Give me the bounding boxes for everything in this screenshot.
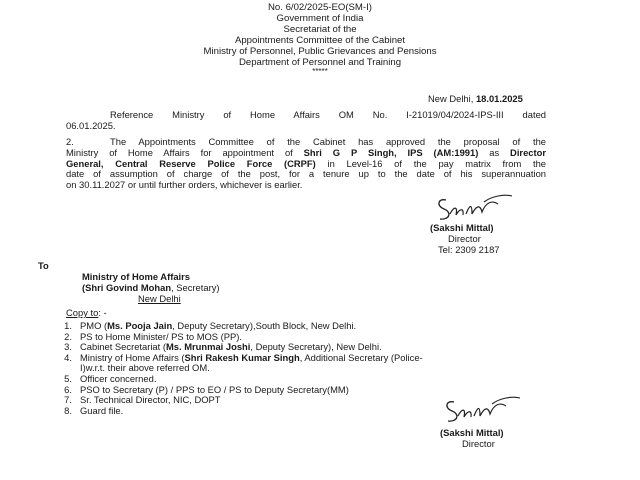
- copy-item-text: Cabinet Secretariat (: [80, 341, 166, 353]
- signatory-1-name: (Sakshi Mittal): [430, 222, 494, 233]
- signature-1-text: Sakshi: [432, 190, 436, 191]
- government-line: Government of India: [276, 13, 364, 24]
- copy-item-text: PMO (: [80, 320, 108, 331]
- para2-line-4: date of assumption of charge of the post, for a tenure up to the date of his superannuation: [66, 168, 546, 180]
- copy-item-text: Officer concerned.: [80, 373, 157, 384]
- department-line: Department of Personnel and Training: [238, 57, 402, 68]
- copy-item-text: , Deputy Secretary),South Block, New Delhi.: [172, 320, 357, 331]
- copy-item-number: 4.: [64, 351, 72, 363]
- reference-line-1: Reference Ministry of Home Affairs OM No. I-21019/04/2024-IPS-III dated: [110, 109, 546, 120]
- copy-item-number: 7.: [64, 394, 72, 406]
- para2-line-5: on 30.11.2027 or until further orders, whichever is earlier.: [66, 178, 303, 190]
- para2-body: [66, 148, 546, 190]
- copy-item-number: 5.: [64, 373, 72, 384]
- signature-2-text: Sakshi: [440, 392, 444, 393]
- copy-item-text: Guard file.: [80, 404, 124, 416]
- copy-item-text: Sr. Technical Director, NIC, DOPT: [80, 394, 221, 406]
- file-number: No. 6/02/2025-EO(SM-I): [268, 2, 372, 13]
- copy-item-number: 3.: [64, 341, 72, 353]
- copy-item-officer: Ms. Pooja Jain: [107, 320, 173, 331]
- to-label: To: [38, 260, 49, 271]
- para2-line-3: General, Central Reserve Police Force (CRPF) in Level-16 of the pay matrix from the: [66, 157, 546, 169]
- copy-item-number: 8.: [64, 404, 72, 416]
- stars-divider: *****: [312, 67, 328, 76]
- copy-item-text: Ministry of Home Affairs (: [80, 351, 185, 363]
- reference-line-2: 06.01.2025.: [66, 120, 116, 131]
- copy-item-number: 6.: [64, 383, 72, 395]
- copy-item-text: PSO to Secretary (P) / PPS to EO / PS to Deputy Secretary(MM): [80, 383, 349, 395]
- copy-item-number: 1.: [64, 320, 72, 331]
- para2-line-2: Ministry of Home Affairs for appointment of Shri G P Singh, IPS (AM:1991) as Director: [66, 147, 546, 158]
- copy-to-label: Copy to: -: [66, 307, 107, 318]
- to-addressee: (Shri Govind Mohan, Secretary): [82, 282, 220, 293]
- signatory-2-name: (Sakshi Mittal): [440, 427, 504, 438]
- secretariat-line: Secretariat of the: [283, 24, 357, 35]
- signatory-2-designation: Director: [462, 438, 495, 449]
- copy-item: [80, 406, 123, 417]
- date-prefix: New Delhi,: [428, 93, 476, 104]
- signatory-1-designation: Director: [448, 233, 481, 244]
- copy-item-text: , Additional Secretary (Police-: [299, 351, 423, 363]
- copy-item-officer: Shri Rakesh Kumar Singh: [184, 351, 300, 363]
- post-name: General, Central Reserve Police Force (CRPF): [66, 157, 316, 169]
- copy-item-text: , Deputy Secretary), New Delhi.: [250, 341, 382, 353]
- ministry-line: Ministry of Personnel, Public Grievances and Pensions: [203, 46, 437, 57]
- signature-2: [440, 392, 530, 428]
- copy-item-number: 2.: [64, 330, 72, 342]
- signatory-1-tel: Tel: 2309 2187: [438, 244, 500, 255]
- to-city: New Delhi: [138, 293, 181, 304]
- appointee-name: Shri G P Singh, IPS (AM:1991): [303, 147, 479, 158]
- copy-item-officer: Ms. Mrunmai Joshi: [165, 341, 251, 353]
- date-value: 18.01.2025: [475, 93, 523, 104]
- copy-item-text: PS to Home Minister/ PS to MOS (PP).: [80, 330, 243, 342]
- to-ministry: Ministry of Home Affairs: [82, 271, 190, 282]
- copy-item-continuation: I)w.r.t. their above referred OM.: [80, 362, 210, 374]
- date-line: [428, 94, 523, 105]
- para-number: 2.: [66, 136, 74, 147]
- signature-1: [432, 190, 522, 226]
- committee-line: Appointments Committee of the Cabinet: [234, 35, 406, 46]
- para2-line-1: The Appointments Committee of the Cabinet has approved the proposal of the: [110, 136, 546, 147]
